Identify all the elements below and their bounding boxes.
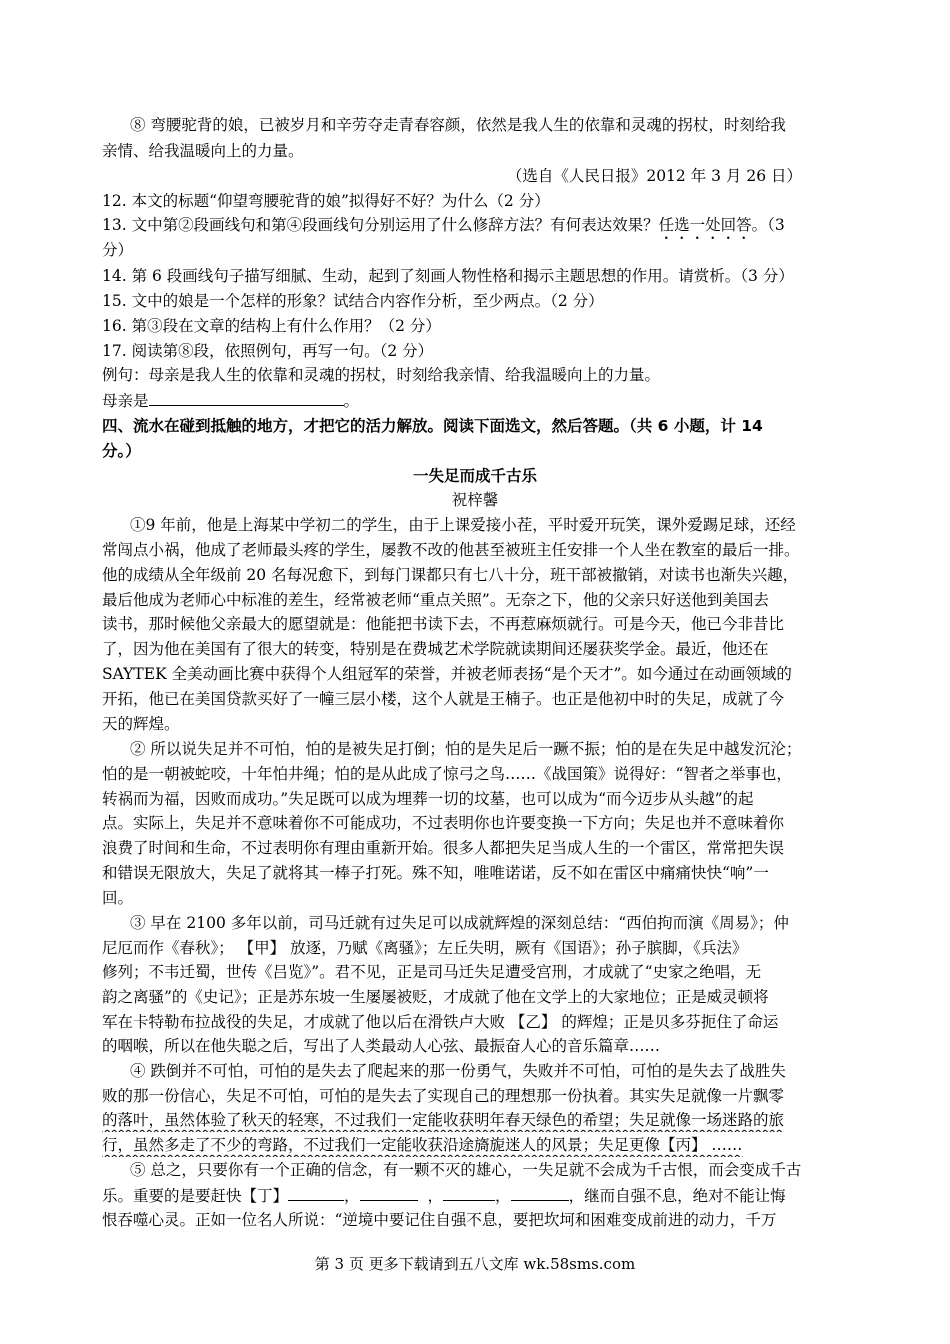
article-p1-line: 天的辉煌。 [102,715,180,733]
article-p3-line: 军在卡特勒布拉战役的失足，才成就了他以后在滑铁卢大败 【乙】 的辉煌；正是贝多芬扼住了命运 [102,1013,779,1031]
article-author: 祝梓馨 [451,491,499,509]
article-p3-line: ③ 早在 2100 多年以前，司马迁就有过失足可以成就辉煌的深刻总结：“西伯拘而演《周易》；仲 [130,914,789,932]
article-p5-text: ，继而自强不息，绝对不能让悔 [568,1187,786,1205]
article-title: 一失足而成千古乐 [412,467,537,485]
blank-separator: ， [427,1187,444,1205]
question-13-score: 。（3 [751,216,785,234]
article-p2-line: 回。 [102,889,134,907]
fill-blank-1[interactable] [288,1183,344,1201]
article-p2-line: 浪费了时间和生命，不过表明你有理由重新开始。很多人都把失足当成人生的一个雷区，常常把失误 [102,839,785,857]
question-13-text: 13. 文中第②段画线句和第④段画线句分别运用了什么修辞方法？有何表达效果？ [102,216,659,234]
article-p2-line: 和错误无限放大，失足了就将其一棒子打死。殊不知，唯唯诺诺，反不如在雷区中痛痛快快“响”一 [102,864,769,882]
section-4-heading-continued: 分。） [102,442,141,460]
article-p1-line: 开拓，他已在美国贷款买好了一幢三层小楼，这个人就是王楠子。也正是他初中时的失足，成就了今 [102,690,785,708]
article-p1-line: SAYTEK 全美动画比赛中获得个人组冠军的荣誉，并被老师表扬“是个天才”。如今通过在动画领域的 [102,665,792,683]
question-14: 14. 第 6 段画线句子描写细腻、生动，起到了刻画人物性格和揭示主题思想的作用。请赏析。（3 分） [102,267,794,285]
blank-separator: ， [344,1187,360,1205]
article-p4-line: 败的那一份信心，失足不可怕，可怕的是失去了实现自己的理想那一份执着。其实失足就像一片飘零 [102,1087,785,1105]
blank-separator: ， [495,1187,511,1205]
paragraph-8-line-1: ⑧ 弯腰驼背的娘，已被岁月和辛劳夺走青春容颜，依然是我人生的依靠和灵魂的拐杖，时刻给我 [130,116,786,134]
question-17: 17. 阅读第⑧段，依照例句，再写一句。（2 分） [102,342,434,360]
article-p2-line: 怕的是一朝被蛇咬，十年怕井绳；怕的是从此成了惊弓之鸟……《战国策》说得好：“智者之举事也， [102,765,792,783]
question-16: 16. 第③段在文章的结构上有什么作用？（2 分） [102,317,441,335]
question-15: 15. 文中的娘是一个怎样的形象？试结合内容作分析，至少两点。（2 分） [102,292,604,310]
source-citation: （选自《人民日报》2012 年 3 月 26 日） [506,167,802,185]
article-p1-line: 了，因为他在美国有了很大的转变，特别是在费城艺术学院就读期间还屡获奖学金。最近，他还在 [102,640,769,658]
article-p2-line: 转祸而为福，因败而成功。”失足既可以成为埋葬一切的坟墓，也可以成为“而今迈步从头越”的起 [102,790,754,808]
article-p5-line: 恨吞噬心灵。正如一位名人所说：“逆境中要记住自强不息，要把坎坷和困难变成前进的动力，千万 [102,1211,777,1229]
fill-blank-3[interactable] [443,1183,495,1201]
article-p1-line: 常闯点小祸，他成了老师最头疼的学生，屡教不改的他甚至被班主任安排一个人坐在教室的最后一排。 [102,541,800,559]
page-footer: 第 3 页 更多下载请到五八文库 wk.58sms.com [314,1255,636,1273]
fill-blank-4[interactable] [511,1183,569,1201]
wavy-underlined-text: 行，虽然多走了不少的弯路，不过我们一定能收获沿途旖旎迷人的风景；失足更像【丙】 …… [102,1136,743,1154]
article-p3-line: 尼厄而作《春秋》； 【甲】 放逐，乃赋《离骚》；左丘失明，厥有《国语》；孙子膑脚，《兵法》 [102,939,748,957]
article-p2-line: 点。实际上，失足并不意味着你不可能成功，不过表明你也许要变换一下方向；失足也并不意味着你 [102,814,785,832]
article-p5-line: ⑤ 总之，只要你有一个正确的信念，有一颗不灭的雄心，一失足就不会成为千古恨，而会变成千古 [130,1161,802,1179]
wavy-underlined-text: 的落叶，虽然体验了秋天的轻寒，不过我们一定能收获明年春天绿色的希望；失足就像一场迷路的旅 [102,1111,785,1129]
article-p4-underlined-line [102,1133,862,1157]
article-p4-underlined-line [102,1108,862,1132]
article-p3-line: 修列；不韦迁蜀，世传《吕览》”。君不见，正是司马迁失足遭受宫刑，才成就了“史家之绝唱，无 [102,963,762,981]
question-13-continued: 分） [102,241,134,259]
article-p3-line: 韵之离骚”的《史记》；正是苏东坡一生屡屡被贬，才成就了他在文学上的大家地位；正是威灵顿将 [102,988,769,1006]
article-p3-line: 的咽喉，所以在他失聪之后，写出了人类最动人心弦、最振奋人心的音乐篇章…… [102,1037,661,1055]
article-p2-line: ② 所以说失足并不可怕，怕的是被失足打倒；怕的是失足后一蹶不振；怕的是在失足中越发沉沦； [130,740,802,758]
question-13-emphasis: 任选一处回答 [658,216,752,234]
question-12: 12. 本文的标题“仰望弯腰驼背的娘”拟得好不好？为什么（2 分） [102,192,550,210]
example-sentence: 例句：母亲是我人生的依靠和灵魂的拐杖，时刻给我亲情、给我温暖向上的力量。 [102,366,661,384]
article-p5-text: 乐。重要的是要赶快【丁】 [102,1187,289,1205]
answer-blank[interactable] [149,388,344,406]
answer-suffix: 。 [343,392,360,410]
fill-blank-2[interactable] [360,1183,418,1201]
article-p1-line: 读书，那时候他父亲最大的愿望就是：他能把书读下去，不再惹麻烦就行。可是今天，他已今非昔比 [102,615,785,633]
article-p4-line: ④ 跌倒并不可怕，可怕的是失去了爬起来的那一份勇气，失败并不可怕，可怕的是失去了战胜失 [130,1062,786,1080]
paragraph-8-line-2: 亲情、给我温暖向上的力量。 [102,142,304,160]
section-4-heading: 四、流水在碰到抵触的地方，才把它的活力解放。阅读下面选文，然后答题。（共 6 小题，计 14 [102,417,763,435]
article-p5-blanks-line [102,1183,862,1208]
answer-prefix: 母亲是 [102,392,149,410]
article-p1-line: 他的成绩从全年级前 20 名每况愈下，到每门课都只有七八十分，班干部被撤销，对读书也渐失兴趣， [102,566,799,584]
article-p1-line: ①9 年前，他是上海某中学初二的学生，由于上课爱接小茬，平时爱开玩笑，课外爱踢足球，还经 [130,516,796,534]
article-p1-line: 最后他成为老师心中标准的差生，经常被老师“重点关照”。无奈之下，他的父亲只好送他到美国去 [102,591,769,609]
answer-line [102,388,862,413]
